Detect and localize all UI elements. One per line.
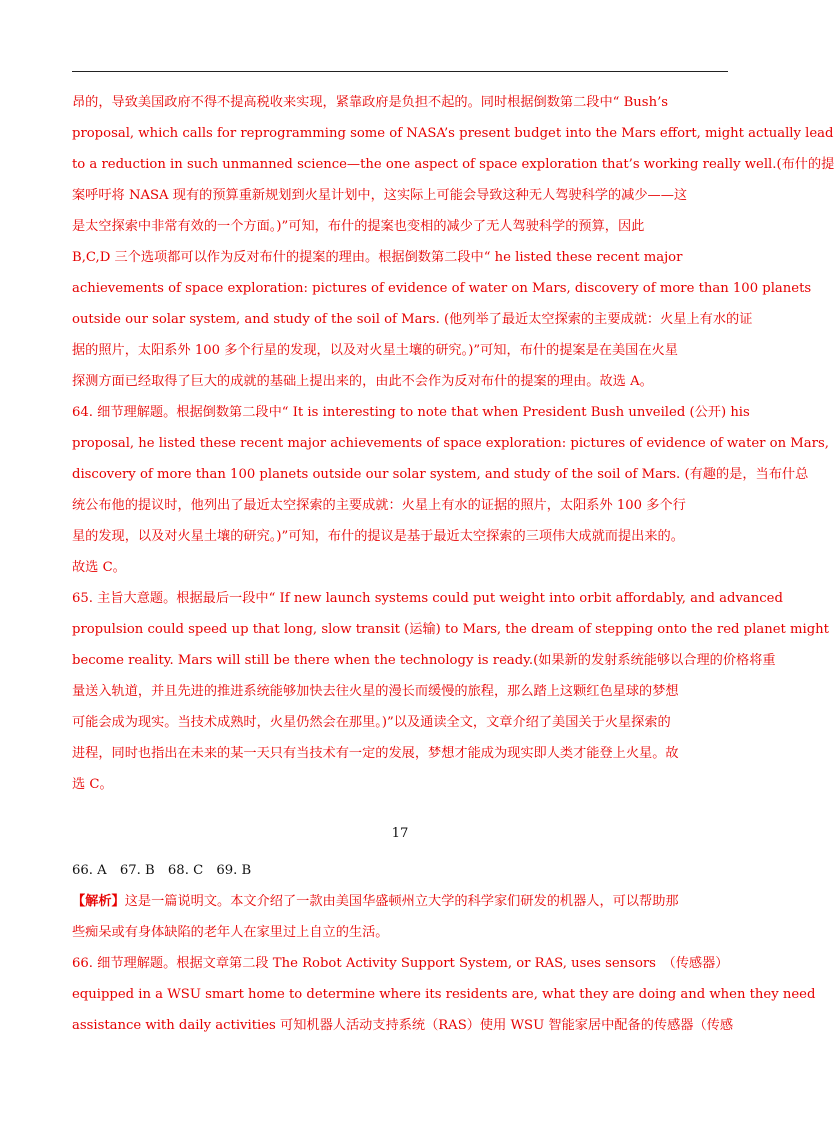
text-line: 65. 主旨大意题。根据最后一段中“ If new launch systems could put weight into orbit affordably, and advanced [72, 591, 783, 606]
analysis-text: 这是一篇说明文。本文介绍了一款由美国华盛顿州立大学的科学家们研发的机器人，可以帮助那 [124, 894, 679, 909]
text-line: B,C,D 三个选项都可以作为反对布什的提案的理由。根据倒数第二段中“ he listed these recent major [72, 250, 683, 265]
text-line: 是太空探索中非常有效的一个方面。)”可知，布什的提案也变相的减少了无人驾驶科学的预算，因此 [72, 219, 645, 234]
text-line: discovery of more than 100 planets outside our solar system, and study of the soil of Mars. (有趣的是，当布什总 [72, 467, 809, 482]
text-line: assistance with daily activities 可知机器人活动支持系统（RAS）使用 WSU 智能家居中配备的传感器（传感 [72, 1018, 734, 1033]
text-line: 量送入轨道，并且先进的推进系统能够加快去往火星的漫长而缓慢的旅程，那么踏上这颗红色星球的梦想 [72, 684, 679, 699]
text-line: 66. 细节理解题。根据文章第二段 The Robot Activity Support System, or RAS, uses sensors （传感器） [72, 956, 729, 971]
text-line: proposal, which calls for reprogramming some of NASA’s present budget into the Mars effort, might actually lead [72, 126, 834, 141]
text-line: proposal, he listed these recent major achievements of space exploration: pictures of evidence of water on Mars, [72, 436, 829, 451]
analysis-line: 些痴呆或有身体缺陷的老年人在家里过上自立的生活。 [72, 925, 389, 940]
analysis-label: 【解析】 [72, 894, 125, 909]
text-line: 据的照片，太阳系外 100 多个行星的发现，以及对火星土壤的研究。)”可知，布什的提案是在美国在火星 [72, 343, 678, 358]
text-line: 案呼吁将 NASA 现有的预算重新规划到火星计划中，这实际上可能会导致这种无人驾驶科学的减少——这 [72, 188, 688, 203]
text-line: 统公布他的提议时，他列出了最近太空探索的主要成就：火星上有水的证据的照片，太阳系外 100 多个行 [72, 498, 686, 513]
text-line: outside our solar system, and study of the soil of Mars. (他列举了最近太空探索的主要成就：火星上有水的证 [72, 312, 753, 327]
text-line: 进程，同时也指出在未来的某一天只有当技术有一定的发展，梦想才能成为现实即人类才能登上火星。故 [72, 746, 679, 761]
text-line: 选 C。 [72, 777, 113, 792]
header-rule [72, 71, 728, 72]
text-line: 昂的，导致美国政府不得不提高税收来实现，紧靠政府是负担不起的。同时根据倒数第二段中“ Bush’s [72, 95, 669, 110]
analysis-line [72, 886, 728, 917]
text-line: 探测方面已经取得了巨大的成就的基础上提出来的，由此不会作为反对布什的提案的理由。故选 A。 [72, 374, 653, 389]
text-line: become reality. Mars will still be there when the technology is ready.(如果新的发射系统能够以合理的价格将重 [72, 653, 776, 668]
text-line: achievements of space exploration: pictures of evidence of water on Mars, discovery of more than 100 planets [72, 281, 812, 296]
text-line: 可能会成为现实。当技术成熟时，火星仍然会在那里。)”以及通读全文，文章介绍了美国关于火星探索的 [72, 715, 671, 730]
page-number: 17 [391, 826, 409, 841]
text-line: 64. 细节理解题。根据倒数第二段中“ It is interesting to note that when President Bush unveiled (公开) his [72, 405, 750, 420]
answer-explanation-block [72, 87, 834, 800]
text-line: propulsion could speed up that long, slow transit (运输) to Mars, the dream of stepping onto the red planet might [72, 622, 829, 637]
text-line: 星的发现，以及对火星土壤的研究。)”可知，布什的提议是基于最近太空探索的三项伟大成就而提出来的。 [72, 529, 684, 544]
text-line: 故选 C。 [72, 560, 126, 575]
text-line: equipped in a WSU smart home to determine where its residents are, what they are doing and when they need [72, 987, 816, 1002]
second-section-block [72, 855, 816, 1041]
answer-key-line: 66. A 67. B 68. C 69. B [72, 863, 252, 878]
text-line: to a reduction in such unmanned science—the one aspect of space exploration that’s working really well.(布什的提 [72, 157, 834, 172]
